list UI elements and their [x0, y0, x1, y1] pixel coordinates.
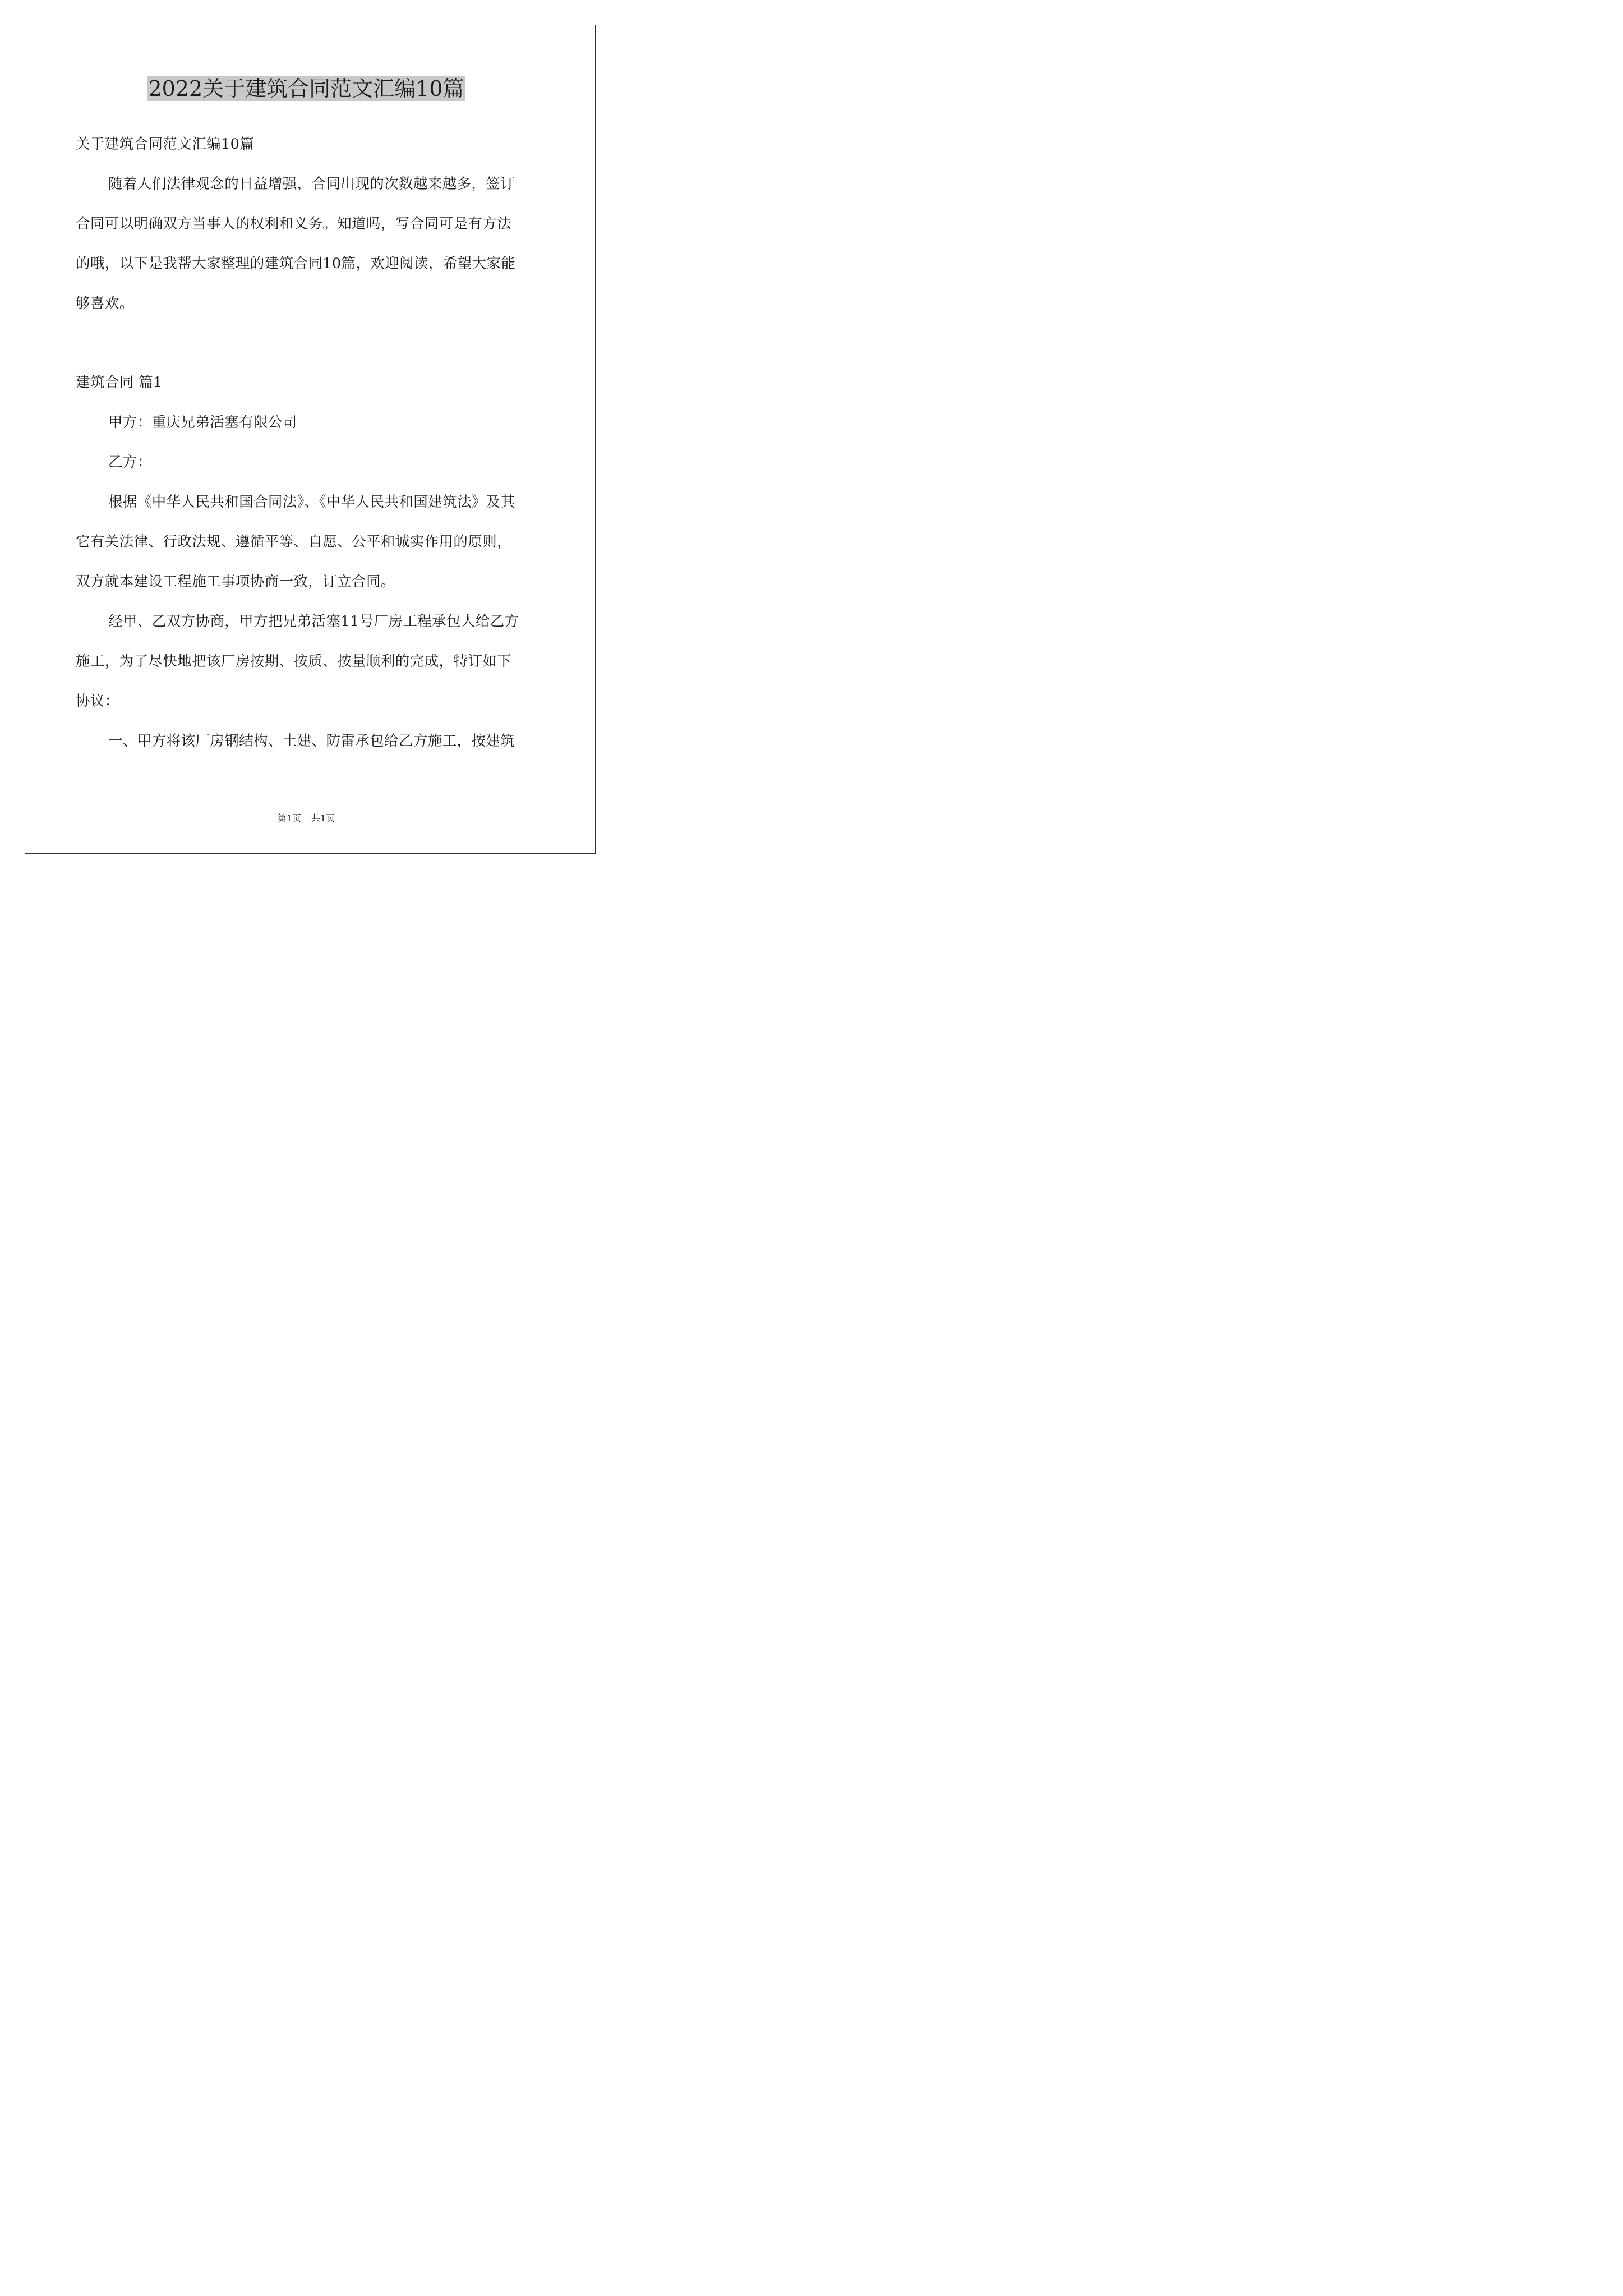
section-heading: 建筑合同 篇1: [76, 374, 163, 391]
paragraph-line: 一、甲方将该厂房钢结构、土建、防雷承包给乙方施工，按建筑: [108, 733, 515, 749]
document-title: [0, 72, 612, 105]
paragraph-line: 施工，为了尽快地把该厂房按期、按质、按量顺利的完成，特订如下: [76, 653, 512, 670]
paragraph-line: 根据《中华人民共和国合同法》、《中华人民共和国建筑法》及其: [108, 494, 515, 510]
document-body: [76, 125, 546, 761]
intro-line: 合同可以明确双方当事人的权利和义务。知道吗，写合同可是有方法: [76, 215, 512, 232]
paragraph-line: 协议：: [76, 693, 119, 710]
paragraph-line: 经甲、乙双方协商，甲方把兄弟活塞11号厂房工程承包人给乙方: [108, 613, 519, 630]
intro-line: 的哦，以下是我帮大家整理的建筑合同10篇，欢迎阅读，希望大家能: [76, 255, 516, 272]
page-total: 共1页: [311, 813, 335, 823]
section-spacer: [76, 324, 546, 363]
document-subtitle: 关于建筑合同范文汇编10篇: [76, 136, 255, 153]
intro-line: 够喜欢。: [76, 295, 134, 312]
intro-line: 随着人们法律观念的日益增强，合同出现的次数越来越多，签订: [108, 176, 515, 192]
page-number: 第1页: [277, 813, 301, 823]
paragraph-line: 它有关法律、行政法规、遵循平等、自愿、公平和诚实作用的原则，: [76, 533, 512, 550]
party-b: 乙方：: [108, 454, 152, 471]
page-footer: [0, 812, 612, 825]
paragraph-line: 双方就本建设工程施工事项协商一致，订立合同。: [76, 573, 395, 590]
document-title-text: 2022关于建筑合同范文汇编10篇: [148, 76, 464, 101]
party-a: 甲方：重庆兄弟活塞有限公司: [108, 414, 297, 431]
